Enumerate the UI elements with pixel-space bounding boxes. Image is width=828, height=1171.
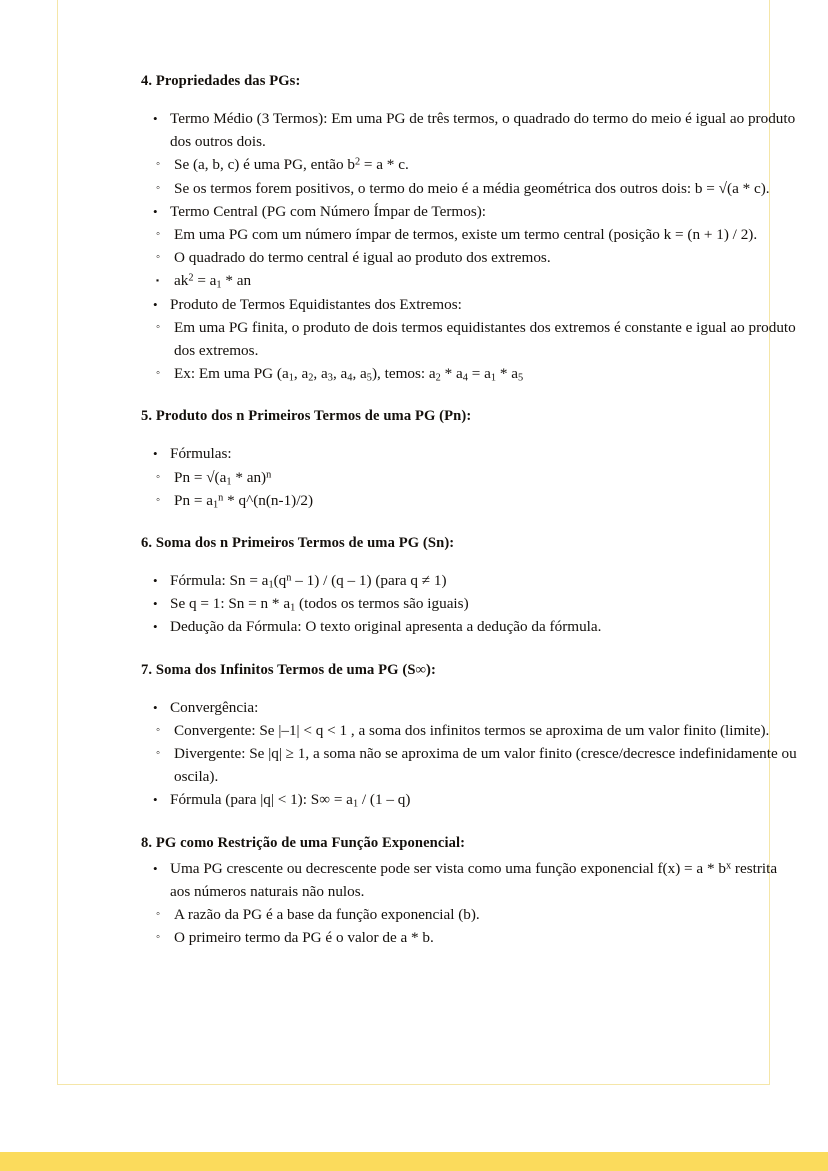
list-item-text: O primeiro termo da PG é o valor de a * b. — [174, 929, 434, 947]
list-item — [141, 489, 799, 512]
list-item-text: Fórmulas: — [170, 445, 232, 463]
list-item-text: Em uma PG finita, o produto de dois termos equidistantes dos extremos é constante e igual ao produto dos extremos. — [174, 318, 796, 359]
bullet-list-level-2 — [141, 466, 799, 512]
list-item — [141, 153, 799, 176]
section-gap — [141, 639, 799, 661]
list-item-text: Uma PG crescente ou decrescente pode ser vista como uma função exponencial $f(x) = a * b^x$ restrita aos números naturais não nulos. — [170, 859, 778, 900]
bullet-list-level-2 — [141, 316, 799, 386]
bullet-list-level-3 — [141, 269, 799, 292]
page-card — [57, 0, 797, 1085]
bullet-list-level-1 — [141, 293, 799, 316]
bullet-disc-icon: • — [153, 110, 158, 126]
bullet-circle-icon: ◦ — [156, 367, 161, 380]
list-item — [141, 788, 799, 811]
bullet-list-level-2 — [141, 153, 799, 199]
list-item-text: Se (a, b, c) é uma PG, então $b^2 = a * c$. — [174, 156, 409, 174]
list-item-text: $Pn = a_1^n$ * q^(n(n-1)/2) — [174, 491, 314, 511]
list-item — [141, 742, 799, 788]
bullet-disc-icon: • — [153, 596, 158, 612]
list-gap — [141, 680, 799, 696]
list-item-text: $Pn = √(a_1 * an)^n$ — [174, 468, 272, 487]
list-item — [141, 569, 799, 592]
list-item — [141, 200, 799, 223]
bullet-list-level-2 — [141, 903, 799, 949]
bullet-circle-icon: ◦ — [156, 493, 161, 506]
bullet-list-level-1 — [141, 696, 799, 719]
bullet-list-level-1 — [141, 107, 799, 153]
list-gap — [141, 91, 799, 107]
bullet-circle-icon: ◦ — [156, 251, 161, 264]
list-item — [141, 177, 799, 200]
list-item-text: A razão da PG é a base da função exponencial (b). — [174, 905, 480, 923]
bottom-accent-band — [0, 1152, 828, 1171]
bullet-circle-icon: ◦ — [156, 320, 161, 333]
list-item — [141, 269, 799, 292]
section-heading-soma-n-primeiros-termos: 6. Soma dos n Primeiros Termos de uma PG (Sn): — [141, 534, 455, 551]
list-item — [141, 293, 799, 316]
bullet-circle-icon: ◦ — [156, 931, 161, 944]
bullet-list-level-2 — [141, 223, 799, 269]
bullet-list-level-1 — [141, 857, 799, 903]
list-item-text: Produto de Termos Equidistantes dos Extremos: — [170, 295, 462, 313]
bullet-circle-icon: ◦ — [156, 181, 161, 194]
bullet-circle-icon: ◦ — [156, 746, 161, 759]
list-item — [141, 857, 799, 903]
list-item — [141, 316, 799, 362]
bullet-disc-icon: • — [153, 296, 158, 312]
list-item-text: Divergente: Se |q| ≥ 1, a soma não se aproxima de um valor finito (cresce/decresce indefinidamente ou oscila). — [174, 744, 797, 786]
bullet-square-icon: ▪ — [156, 275, 160, 286]
list-item — [141, 223, 799, 246]
list-item — [141, 246, 799, 269]
list-gap — [141, 426, 799, 442]
bullet-disc-icon: • — [153, 619, 158, 635]
bullet-disc-icon: • — [153, 792, 158, 808]
list-item-text: Se q = 1: $Sn = n * a_1$ (todos os termos são iguais) — [170, 595, 469, 614]
bullet-circle-icon: ◦ — [156, 723, 161, 736]
list-item-text: Termo Médio (3 Termos): Em uma PG de três termos, o quadrado do termo do meio é igual ao produto dos outros dois. — [170, 109, 796, 151]
bullet-list-level-2 — [141, 719, 799, 789]
list-item-text: Fórmula: $Sn = a_1(q^n - 1) / (q - 1)$ (para q ≠ 1) — [170, 571, 447, 591]
bullet-disc-icon: • — [153, 572, 158, 588]
list-item — [141, 903, 799, 926]
list-item — [141, 592, 799, 615]
list-item-text: O quadrado do termo central é igual ao produto dos extremos. — [174, 249, 551, 267]
list-item — [141, 107, 799, 153]
bullet-circle-icon: ◦ — [156, 470, 161, 483]
list-item — [141, 362, 799, 385]
list-gap — [141, 553, 799, 569]
list-item — [141, 696, 799, 719]
section-gap — [141, 512, 799, 534]
list-item-text: Dedução da Fórmula: O texto original apresenta a dedução da fórmula. — [170, 618, 602, 636]
section-heading-propriedades-das-pgs: 4. Propriedades das PGs: — [141, 73, 301, 89]
bullet-list-level-1 — [141, 200, 799, 223]
bullet-disc-icon: • — [153, 860, 158, 876]
bullet-circle-icon: ◦ — [156, 158, 161, 171]
bullet-circle-icon: ◦ — [156, 907, 161, 920]
bullet-list-level-1 — [141, 569, 799, 639]
list-item-text: Ex: Em uma PG ($a_1$, $a_2$, $a_3$, $a_4$, $a_5$), temos: $a_2 * a_4 = a_1 * a_5$ — [174, 365, 524, 384]
bullet-disc-icon: • — [153, 699, 158, 715]
bullet-disc-icon: • — [153, 446, 158, 462]
list-item-text: Termo Central (PG com Número Ímpar de Termos): — [170, 202, 487, 220]
list-item — [141, 615, 799, 638]
section-gap — [141, 812, 799, 834]
list-item — [141, 466, 799, 489]
list-item — [141, 926, 799, 949]
bullet-list-level-1 — [141, 788, 799, 811]
bullet-disc-icon: • — [153, 203, 158, 219]
list-item-text: Convergente: Se |–1| < q < 1 , a soma dos infinitos termos se aproxima de um valor finito (limite). — [174, 721, 770, 739]
list-item — [141, 719, 799, 742]
document-body — [141, 72, 799, 949]
section-heading-soma-infinitos-termos: 7. Soma dos Infinitos Termos de uma PG (S∞): — [141, 661, 436, 678]
list-item-text: Se os termos forem positivos, o termo do meio é a média geométrica dos outros dois: b = √(a * c). — [174, 179, 770, 197]
list-item — [141, 442, 799, 465]
list-item-text: Convergência: — [170, 698, 259, 716]
bullet-circle-icon: ◦ — [156, 227, 161, 240]
list-item-text: Fórmula (para |q| < 1): $S\infty = a_1 / (1 - q)$ — [170, 791, 411, 810]
section-heading-produto-n-primeiros-termos: 5. Produto dos n Primeiros Termos de uma PG (Pn): — [141, 408, 472, 425]
section-gap — [141, 385, 799, 407]
list-item-text: $ak^2 = a_1$ * an — [174, 272, 252, 291]
section-heading-pg-restricao-funcao-exponencial: 8. PG como Restrição de uma Função Exponencial: — [141, 834, 466, 851]
bullet-list-level-1 — [141, 442, 799, 465]
list-item-text: Em uma PG com um número ímpar de termos, existe um termo central (posição k = (n + 1) / 2). — [174, 225, 758, 243]
